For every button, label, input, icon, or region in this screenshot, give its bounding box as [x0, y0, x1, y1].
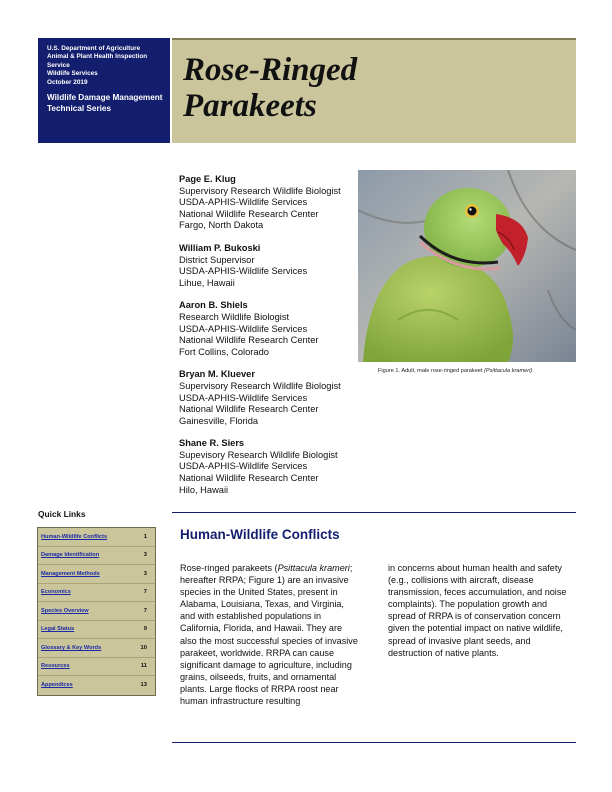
quick-link-row	[38, 658, 155, 677]
author-line: USDA-APHIS-Wildlife Services	[179, 197, 308, 208]
author-line: National Wildlife Research Center	[179, 335, 319, 346]
section-divider-top	[172, 512, 576, 513]
author-line: USDA-APHIS-Wildlife Services	[179, 392, 308, 403]
quick-link[interactable]: Glossary & Key Words	[41, 644, 102, 651]
quick-link-row	[38, 676, 155, 695]
author-line: National Wildlife Research Center	[179, 473, 319, 484]
series-name	[47, 93, 163, 114]
quick-link[interactable]: Species Overview	[41, 607, 89, 614]
caption-period: .	[532, 368, 534, 374]
author-line: Fort Collins, Colorado	[179, 346, 269, 357]
author-line: Research Wildlife Biologist	[179, 311, 290, 322]
author-line: Supervisory Research Wildlife Biologist	[179, 380, 341, 391]
body-scientific-name: Psittacula krameri	[277, 563, 350, 573]
agency-line: Wildlife Services	[47, 70, 98, 78]
body-column-right	[388, 562, 568, 659]
agency-line: U.S. Department of Agriculture	[47, 45, 141, 52]
author-line: National Wildlife Research Center	[179, 404, 319, 415]
quick-link[interactable]: Resources	[41, 663, 70, 670]
author-entry	[179, 174, 341, 232]
series-line: Technical Series	[47, 103, 112, 113]
document-title	[183, 52, 357, 124]
author-name: Page E. Klug	[179, 174, 236, 184]
quick-link[interactable]: Economics	[41, 589, 71, 596]
caption-scientific-name: (Psittacula krameri)	[484, 368, 533, 374]
author-entry	[179, 300, 341, 358]
quick-link-row	[38, 547, 155, 566]
series-line: Wildlife Damage Management	[47, 93, 163, 102]
quick-links-title: Quick Links	[38, 509, 86, 519]
title-band	[172, 38, 576, 143]
quick-link[interactable]: Human-Wildlife Conflicts	[41, 533, 108, 540]
quick-link[interactable]: Management Methods	[41, 570, 100, 577]
agency-header-box	[38, 38, 170, 143]
quick-link-row	[38, 565, 155, 584]
parakeet-photo	[358, 170, 576, 362]
quick-link-row	[38, 621, 155, 640]
quick-link-row	[38, 639, 155, 658]
title-line: Parakeets	[183, 88, 317, 124]
quick-link-page: 1	[143, 533, 147, 540]
title-line: Rose-Ringed	[183, 52, 358, 88]
quick-link-page: 13	[140, 682, 147, 689]
author-line: Hilo, Hawaii	[179, 484, 229, 495]
body-text: ; hereafter RRPA; Figure 1) are an invasive species in the United States, present in Alabama, Louisiana, Texas, and Virginia, and with established populations in California, Florida, and Hawaii. They are also the most successful species of invasive parakeet, worldwide. RRPA can cause significant damage to agriculture, including grains, oilseeds, fruits, and ornamental plants. Large flocks of RRPA roost near human infrastructure resulting	[180, 563, 358, 707]
quick-links-table	[37, 527, 156, 696]
quick-link-page: 9	[143, 626, 147, 633]
quick-link-page: 3	[143, 570, 147, 577]
publication-date: October 2019	[47, 78, 88, 86]
author-line: USDA-APHIS-Wildlife Services	[179, 266, 308, 277]
quick-link[interactable]: Damage Identification	[41, 552, 100, 559]
author-line: District Supervisor	[179, 254, 255, 265]
quick-link-page: 3	[143, 552, 147, 559]
quick-link-row	[38, 528, 155, 547]
figure-caption	[378, 368, 534, 374]
body-text: in concerns about human health and safety (e.g., collisions with aircraft, disease transmission, feces accumulation, and noise complaints). The population growth and spread of RRPA is of conservation concern given the potential impact on native wildlife, spread of invasive plant seeds, and destruction of native plants.	[388, 563, 567, 658]
author-entry	[179, 369, 341, 427]
author-line: Supevisory Research Wildlife Biologist	[179, 449, 338, 460]
caption-text: Figure 1. Adult, male rose-ringed parakeet	[378, 368, 485, 374]
author-entry	[179, 243, 341, 289]
author-line: USDA-APHIS-Wildlife Services	[179, 323, 308, 334]
agency-line: Animal & Plant Health Inspection Service	[47, 53, 148, 69]
author-name: Shane R. Siers	[179, 438, 245, 449]
section-divider-bottom	[172, 742, 576, 743]
author-name: William P. Bukoski	[179, 242, 261, 253]
body-text: Rose-ringed parakeets (	[180, 563, 278, 573]
quick-link-row	[38, 602, 155, 621]
author-entry	[179, 438, 341, 496]
author-line: Fargo, North Dakota	[179, 220, 264, 231]
author-name: Bryan M. Kluever	[179, 369, 255, 380]
author-line: Supervisory Research Wildlife Biologist	[179, 185, 341, 196]
parakeet-illustration	[358, 170, 576, 362]
quick-link-row	[38, 584, 155, 603]
quick-link-page: 7	[143, 589, 147, 596]
quick-link-page: 11	[140, 663, 147, 670]
body-column-left	[180, 562, 360, 707]
quick-link-page: 7	[143, 607, 147, 614]
section-title: Human-Wildlife Conflicts	[180, 527, 340, 542]
author-name: Aaron B. Shiels	[179, 300, 248, 311]
author-list	[179, 174, 341, 507]
quick-link[interactable]: Legal Status	[41, 626, 75, 633]
author-line: Lihue, Hawaii	[179, 277, 235, 288]
author-line: Gainesville, Florida	[179, 415, 259, 426]
author-line: USDA-APHIS-Wildlife Services	[179, 461, 308, 472]
quick-link[interactable]: Appendices	[41, 682, 73, 689]
quick-link-page: 10	[140, 644, 147, 651]
author-line: National Wildlife Research Center	[179, 208, 319, 219]
agency-lines	[47, 45, 170, 87]
